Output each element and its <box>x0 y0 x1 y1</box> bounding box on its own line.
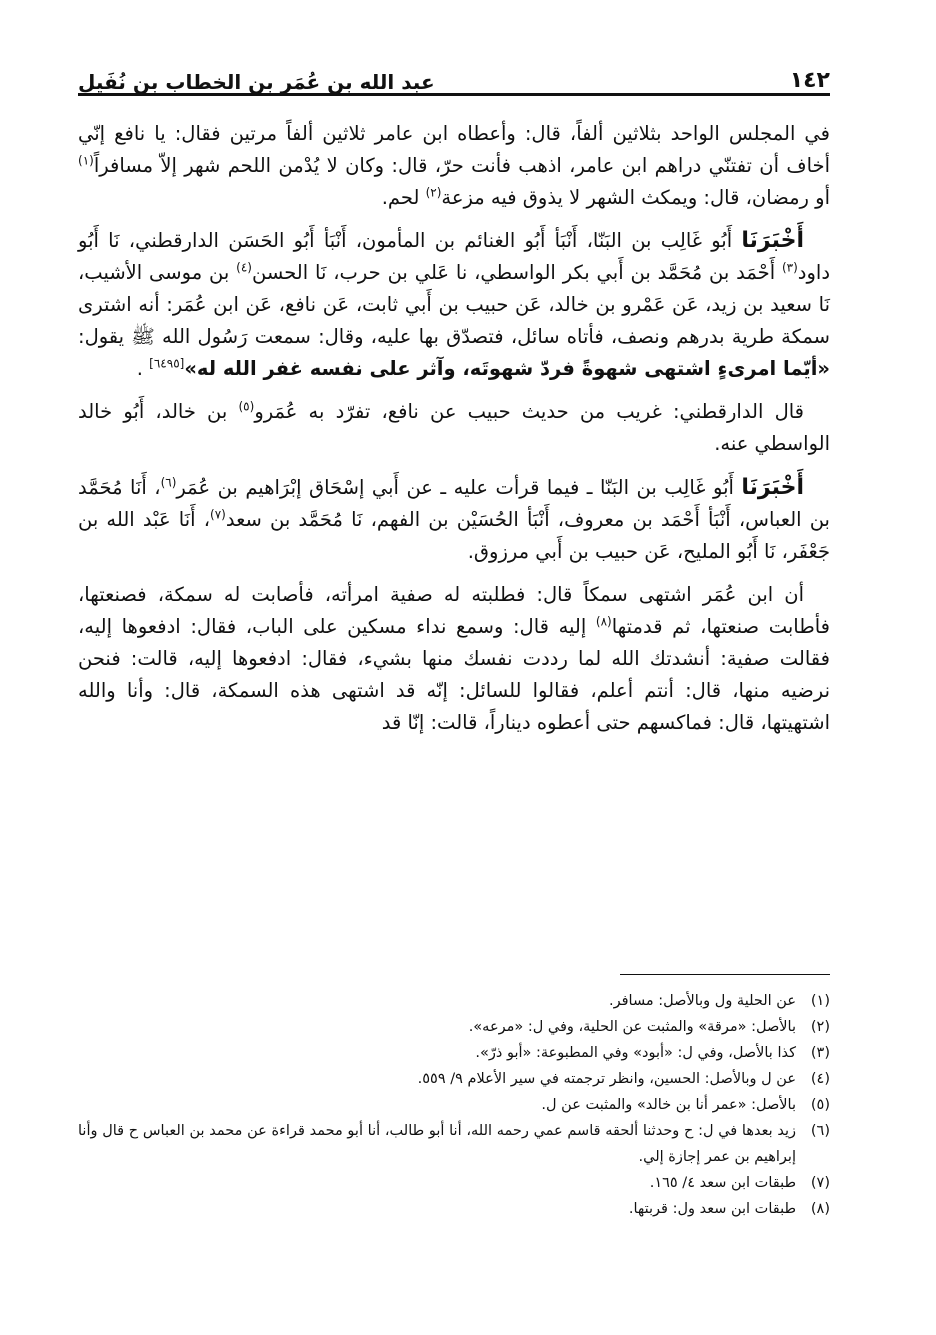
footnote-text: طبقات ابن سعد ول: قربتها. <box>628 1201 796 1217</box>
footnote-ref: (٢) <box>425 185 442 200</box>
footnote-ref: (٤) <box>236 260 252 275</box>
footnote-number: (٥) <box>810 1097 830 1113</box>
footnote <box>78 1118 830 1170</box>
text-run: بن موسى الأشيب، نَا سعيد بن زيد، عَن عَمْرو بن خالد، عَن حبيب بن أَبي ثابت، عَن نافع، عَن ابن عُمَر: أنه اشترى سمكة طرية بدرهم ونصف، فأتاه سائل، فتصدّق بها عليه، وقال: سمعت رَسُول الله ﷺ يقول: <box>78 261 830 348</box>
footnote <box>78 1040 830 1066</box>
footnote <box>78 1092 830 1118</box>
footnote-number: (١) <box>810 993 830 1009</box>
footnote <box>78 988 830 1014</box>
paragraph <box>78 118 830 213</box>
footnote-ref: (٣) <box>781 260 798 275</box>
text-run: أَحْمَد بن مُحَمَّد بن أَبي بكر الواسطي، نا عَلي بن حرب، نَا الحسن <box>251 261 782 285</box>
footnote-number: (٦) <box>810 1123 830 1139</box>
footnote <box>78 1014 830 1040</box>
text-run: في المجلس الواحد بثلاثين ألفاً، قال: وأعطاه ابن عامر ثلاثين ألفاً مرتين فقال: يا نافع إنّي أخاف أن تفتنّي دراهم ابن عامر، اذهب فأنت حرّ، قال: وكان لا يُدْمن اللحم شهر إلاّ مسافراً <box>78 122 830 177</box>
text-run: لحم. <box>381 185 426 209</box>
text-run: أو رمضان، قال: ويمكث الشهر لا يذوق فيه مزعة <box>441 185 830 209</box>
footnote-number: (٣) <box>810 1045 830 1061</box>
text-run: أن ابن عُمَر اشتهى سمكاً قال: فطلبته له صفية امرأته، فأصابت له سمكة، فصنعتها، فأطابت صنعتها، ثم قدمتها <box>78 583 831 639</box>
page-number: ١٤٢ <box>789 68 830 93</box>
page-header <box>78 58 830 92</box>
footnote <box>78 1170 830 1196</box>
running-title: عبد الله بن عُمَر بن الخطاب بن نُفَيل <box>78 70 435 94</box>
text-run: ، أَنَا مُحَمَّد بن العباس، أَنْبَأ أَحْمَد بن معروف، أَنْبَأ الحُسَيْن بن الفهم، نَا مُحَمَّد بن سعد <box>78 475 830 531</box>
footnote-number: (٤) <box>810 1071 830 1087</box>
text-run: أَبُو غَالِب بن البَنّا ـ فيما قرأت عليه ـ عن أَبي إسْحَاق إبْرَاهيم بن عُمَر <box>176 475 742 499</box>
isnad-lead-word: أَخْبَرَنَا <box>741 474 804 500</box>
paragraph <box>78 472 830 567</box>
footnote-rule <box>620 974 830 975</box>
footnote-text: طبقات ابن سعد ٤/ ١٦٥. <box>649 1175 796 1191</box>
main-text <box>78 118 830 750</box>
footnote-ref: (١) <box>78 153 94 168</box>
footnote-text: بالأصل: «مرقة» والمثبت عن الحلية، وفي ل: «مرعه». <box>468 1019 796 1035</box>
isnad-lead-word: أَخْبَرَنَا <box>741 228 804 254</box>
text-run: أَبُو غَالِب بن البَنّا، أَنْبَأ أَبُو الغنائم بن المأمون، أَنْبَأ أَبُو الحَسَن الدارقطني، نَا أَبُو داود <box>78 229 830 285</box>
footnote-text: عن ل وبالأصل: الحسين، وانظر ترجمته في سير الأعلام ٩/ ٥٥٩. <box>417 1071 796 1087</box>
header-rule <box>78 93 830 96</box>
footnote-text: عن الحلية ول وبالأصل: مسافر. <box>609 993 796 1009</box>
footnote-ref: (٥) <box>238 399 255 414</box>
text-run: قال الدارقطني: غريب من حديث حبيب عن نافع، تفرّد به عُمَرو <box>254 400 805 424</box>
footnote-ref: (٨) <box>595 614 612 629</box>
text-run: . <box>136 356 150 380</box>
footnote-text: زيد بعدها في ل: ح وحدثنا ألحقه قاسم عمي رحمه الله، أنا أبو طالب، أنا أبو محمد قراءة عن محمد بن العباس ح قال وأنا إبراهيم بن عمر إجازة إلي. <box>78 1123 796 1165</box>
footnote-ref: (٦) <box>160 475 177 490</box>
text-run: ، أَنَا عَبْد الله بن جَعْفَر، نَا أَبُو المليح، عَن حبيب بن أَبي مرزوق. <box>78 507 830 563</box>
footnote-text: بالأصل: «عمر أنا بن خالد» والمثبت عن ل. <box>541 1097 796 1113</box>
footnote-text: كذا بالأصل، وفي ل: «أبود» وفي المطبوعة: «أبو ذرّ». <box>475 1045 796 1061</box>
footnote-number: (٨) <box>810 1201 830 1217</box>
hadith-quote: «أيّما امرىءٍ اشتهى شهوةً فردّ شهوتَه، وآثر على نفسه غفر الله له» <box>184 356 830 380</box>
footnotes <box>78 988 830 1222</box>
paragraph <box>78 396 830 460</box>
footnote <box>78 1066 830 1092</box>
footnote <box>78 1196 830 1222</box>
paragraph <box>78 579 830 738</box>
footnote-number: (٧) <box>810 1175 830 1191</box>
footnote-ref: [٦٤٩٥] <box>149 356 185 371</box>
footnote-number: (٢) <box>810 1019 830 1035</box>
text-run: بن خالد، أَبُو خالد الواسطي عنه. <box>78 400 830 456</box>
book-page <box>78 0 830 1335</box>
paragraph <box>78 225 830 384</box>
footnote-ref: (٧) <box>210 507 226 522</box>
text-run: إليه قال: وسمع نداء مسكين على الباب، فقال: ادفعوها إليه، فقالت صفية: أنشدتك الله لما رددت نفسك منها بشيء، فقال: ادفعوها إليه، قالت: فنحن نرضيه منها، قال: أنتم أعلم، فقالوا للسائل: إنّه قد اشتهى هذه السمكة، قال: وأنا والله اشتهيتها، قال: فماكسهم حتى أعطوه ديناراً، قالت: إنّا قد <box>78 615 830 734</box>
